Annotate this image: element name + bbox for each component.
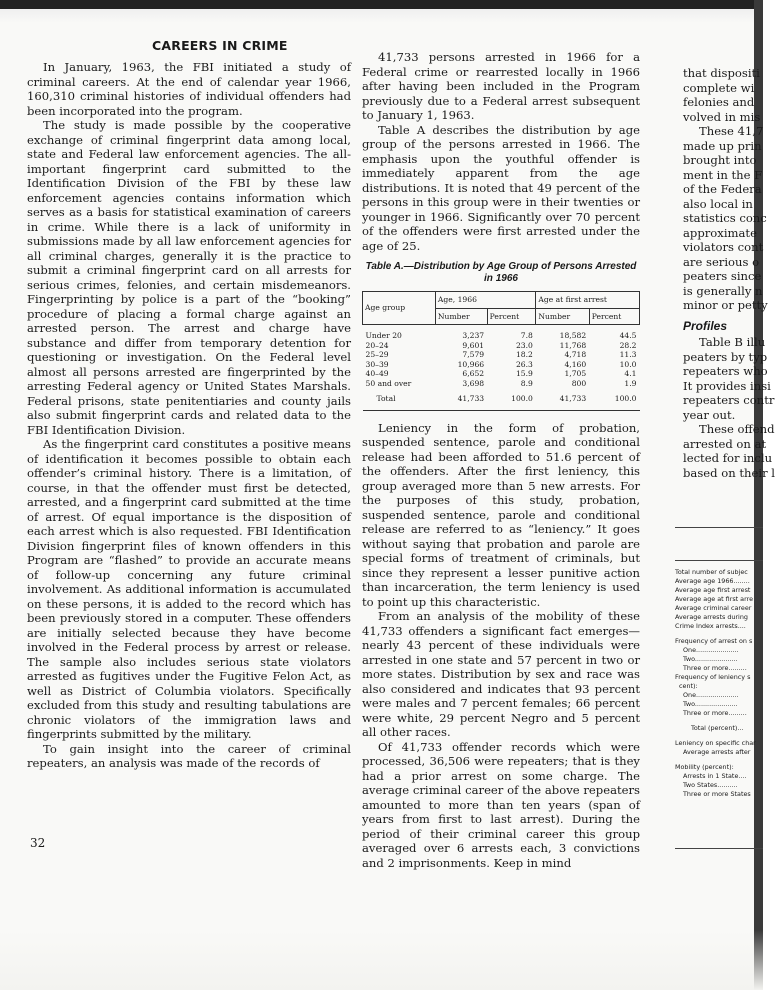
text-line: based on their l xyxy=(683,465,775,480)
paragraph: Leniency in the form of probation, suspended sentence, parole and conditional release had been afforded to 51.6 percent of the offenders. After the first leniency, this group averaged more than 5 new arrests. For the purposes of this study, probation, suspended sentence, parole and conditional release are referred to as “leniency.” It goes without saying that probation and parole are special forms of treatment of criminals, but since they represent a lesser punitive action than incarceration, the term leniency is used to point up this characteristic. xyxy=(362,420,640,609)
table-b-rule xyxy=(675,560,763,561)
text-line: It provides insi xyxy=(683,378,771,393)
text-line: are serious o xyxy=(683,254,760,269)
paragraph: As the fingerprint card constitutes a positive means of identification it becomes possible to obtain each offender’s criminal history. There is a limitation, of course, in that the offender must first be detected, arrested, and a fingerprint card submitted at the time of arrest. Of equal importance is the disposition of each arrest which is also requested. FBI Identification Division fingerprint files of known offenders in this Program are “flashed” to provide an accurate means of follow-up concerning any future criminal involvement. As additional information is accumulated on these persons, it is added to the record which has been previously stored in a computer. These offenders are initially selected because they have become involved in the Federal process by arrest or release. The sample also includes serious state violators arrested as fugitives under the Fugitive Felon Act, as well as District of Columbia violators. Specifically excluded from this study and resulting tabulations are chronic violators of the immigration laws and fingerprints submitted by the military. xyxy=(27,437,351,741)
text-line: arrested on at xyxy=(683,436,767,451)
table-header-number: Number xyxy=(435,308,487,325)
text-line: minor or petty xyxy=(683,298,768,312)
paragraph: 41,733 persons arrested in 1966 for a Federal crime or rearrested locally in 1966 after having been included in the Program previously due to a Federal arrest subsequent to January 1, 1963. xyxy=(362,50,640,122)
column-2 xyxy=(362,50,640,870)
text-line: also local in xyxy=(683,196,753,211)
running-header: CAREERS IN CRIME xyxy=(152,38,288,53)
text-line: peaters since xyxy=(683,269,762,283)
table-row: 25–29 7,579 18.2 4,718 11.3 xyxy=(365,350,637,359)
table-row: 50 and over 3,698 8.9 800 1.9 xyxy=(365,378,637,388)
page-number: 32 xyxy=(30,836,46,850)
table-row: 30–39 10,966 26.3 4,160 10.0 xyxy=(365,359,637,369)
table-b-stub-cropped: Total number of subjec Average age 1966........ Average age first arrest Average age at first arre Average criminal career Average arrests during Crime Index arrests.... Frequency of arrest on s One..................... Two..................... Three or more......... Frequency of leniency s cent): One..................... Two..................... Three or more......... Total (percent)... Leniency on specific char Average arrests after Mobility (percent): Arrests in 1 State.... Two States.......... Three or more States xyxy=(675,568,756,798)
column-1 xyxy=(27,60,351,771)
text-line: volved in mis xyxy=(683,109,761,124)
table-row: Under 20 3,237 7.8 18,582 44.5 xyxy=(365,331,637,340)
text-line: felonies and xyxy=(683,95,755,109)
table-header-number: Number xyxy=(536,308,589,325)
column-3-cropped xyxy=(683,66,775,480)
text-line: peaters by typ xyxy=(683,349,768,364)
paragraph: To gain insight into the career of criminal repeaters, an analysis was made of the records of xyxy=(27,741,351,770)
text-line: year out. xyxy=(683,407,736,422)
table-b-rule xyxy=(675,527,763,528)
table-a-title: Table A.—Distribution by Age Group of Persons Arrested in 1966 xyxy=(365,261,637,284)
paragraph: Table A describes the distribution by age group of the persons arrested in 1966. The emphasis upon the youthful offender is immediately apparent from the age distributions. It is noted that 49 percent of the persons in this group were in their twenties or younger in 1966. Significantly over 70 percent of the offenders were first arrested under the age of 25. xyxy=(362,122,640,253)
paragraph: From an analysis of the mobility of these 41,733 offenders a significant fact emerges—nearly 43 percent of these individuals were arrested in one state and 57 percent in two or more states. Distribution by sex and race was also considered and indicates that 93 percent were males and 7 percent females; 66 percent were white, 29 percent Negro and 5 percent all other races. xyxy=(362,609,640,739)
text-line: that dispositi xyxy=(683,66,760,80)
text-line: statistics conc xyxy=(683,211,767,225)
text-line: These 41,7 xyxy=(699,124,764,138)
table-row: 20–24 9,601 23.0 11,768 28.2 xyxy=(365,340,637,350)
table-header-age-first-arrest: Age at first arrest xyxy=(536,292,640,309)
text-line: complete wi xyxy=(683,80,755,95)
table-b-rule xyxy=(675,848,763,849)
text-line: brought into xyxy=(683,153,757,167)
text-line: repeaters contr xyxy=(683,393,775,407)
text-line: These offend xyxy=(699,422,775,436)
text-line: violators cont xyxy=(683,240,764,254)
text-line: repeaters who xyxy=(683,364,768,378)
table-header-age-1966: Age, 1966 xyxy=(435,292,535,309)
text-line: approximate xyxy=(683,225,757,240)
section-heading-profiles: Profiles xyxy=(683,318,728,333)
text-line: ment in the F xyxy=(683,167,763,182)
table-total-row: Total 41,733 100.0 41,733 100.0 xyxy=(363,388,640,410)
text-line: lected for inclu xyxy=(683,451,773,465)
table-header-age-group: Age group xyxy=(363,292,436,325)
table-header-percent: Percent xyxy=(487,308,536,325)
text-line: made up prin xyxy=(683,138,762,153)
table-a xyxy=(362,291,640,411)
scan-top-edge xyxy=(0,0,763,9)
text-line: is generally n xyxy=(683,283,763,298)
table-header-percent: Percent xyxy=(589,308,639,325)
paragraph: The study is made possible by the cooperative exchange of criminal fingerprint data among local, state and Federal law enforcement agencies. The all-important fingerprint card submitted to the Identification Division of the FBI by these law enforcement agencies contains information which serves as a basis for statistical examination of careers in crime. While there is a lack of uniformity in submissions made by all law enforcement agencies for all criminal charges, generally it is the practice to submit a criminal fingerprint card on all arrests for serious crimes, felonies, and certain misdemeanors. Fingerprinting by police is a part of the “booking” procedure of placing a formal charge against an arrested person. The arrest and charge have substance and differ from temporary detention for questioning or investigation. On the Federal level almost all persons arrested are fingerprinted by the arresting Federal agency or United States Marshals. Federal prisons, state penitentiaries and county jails also submit fingerprint cards and related data to the FBI Identification Division. xyxy=(27,118,351,437)
paragraph: In January, 1963, the FBI initiated a study of criminal careers. At the end of calendar year 1966, 160,310 criminal histories of individual offenders had been incorporated into the program. xyxy=(27,60,351,118)
text-line: of the Federa xyxy=(683,182,762,196)
paragraph: Of 41,733 offender records which were processed, 36,506 were repeaters; that is they had a prior arrest on some charge. The average criminal career of the above repeaters amounted to more than ten years (span of years from first to last arrest). During the period of their criminal career this group averaged over 6 arrests each, 3 convictions and 2 imprisonments. Keep in mind xyxy=(362,739,640,870)
text-line: Table B illu xyxy=(699,335,766,349)
table-row: 40–49 6,652 15.9 1,705 4.1 xyxy=(365,369,637,378)
